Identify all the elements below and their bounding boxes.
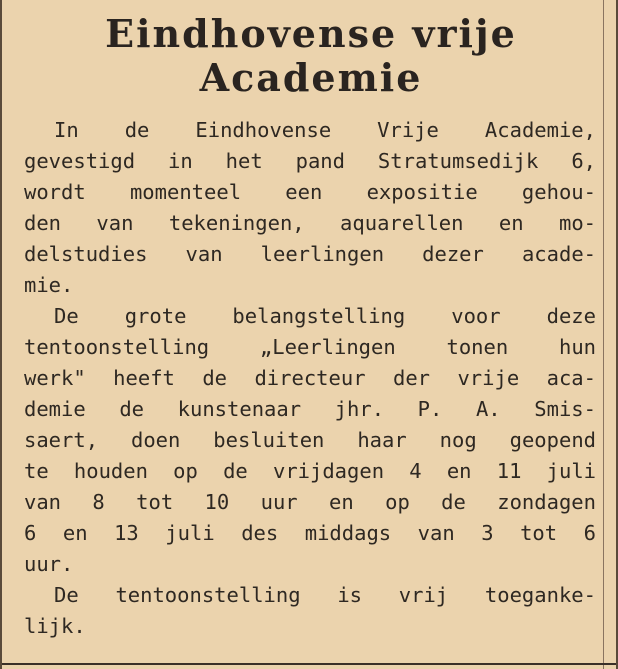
text-line: lijk. — [24, 614, 86, 638]
text-line: den van tekeningen, aquarellen en mo- — [24, 211, 596, 235]
text-line: gevestigd in het pand Stratumsedijk 6, — [24, 149, 596, 173]
paragraph-1 — [24, 115, 596, 301]
text-line: van 8 tot 10 uur en op de zondagen — [24, 490, 596, 514]
text-line: 6 en 13 juli des middags van 3 tot 6 — [24, 521, 596, 545]
text-line: delstudies van leerlingen dezer acade- — [24, 242, 596, 266]
text-line: te houden op de vrijdagen 4 en 11 juli — [24, 459, 596, 483]
column-rule — [603, 0, 604, 669]
paragraph-2 — [24, 301, 596, 580]
text-line: In de Eindhovense Vrije Academie, — [54, 118, 596, 142]
text-line: werk" heeft de directeur der vrije aca- — [24, 366, 596, 390]
bottom-rule — [2, 663, 616, 665]
text-line: De tentoonstelling is vrij toeganke- — [54, 583, 596, 607]
text-line: saert, doen besluiten haar nog geopend — [24, 428, 596, 452]
article-body — [24, 115, 596, 642]
text-line: mie. — [24, 273, 74, 297]
text-line: uur. — [24, 552, 74, 576]
text-line: tentoonstelling „Leerlingen tonen hun — [24, 335, 596, 359]
headline — [2, 12, 618, 100]
text-line: demie de kunstenaar jhr. P. A. Smis- — [24, 397, 596, 421]
paragraph-3 — [24, 580, 596, 642]
text-line: De grote belangstelling voor deze — [54, 304, 596, 328]
headline-line-2: Academie — [199, 55, 423, 100]
text-line: wordt momenteel een expositie gehou- — [24, 180, 596, 204]
headline-line-1: Eindhovense vrije — [105, 11, 517, 56]
